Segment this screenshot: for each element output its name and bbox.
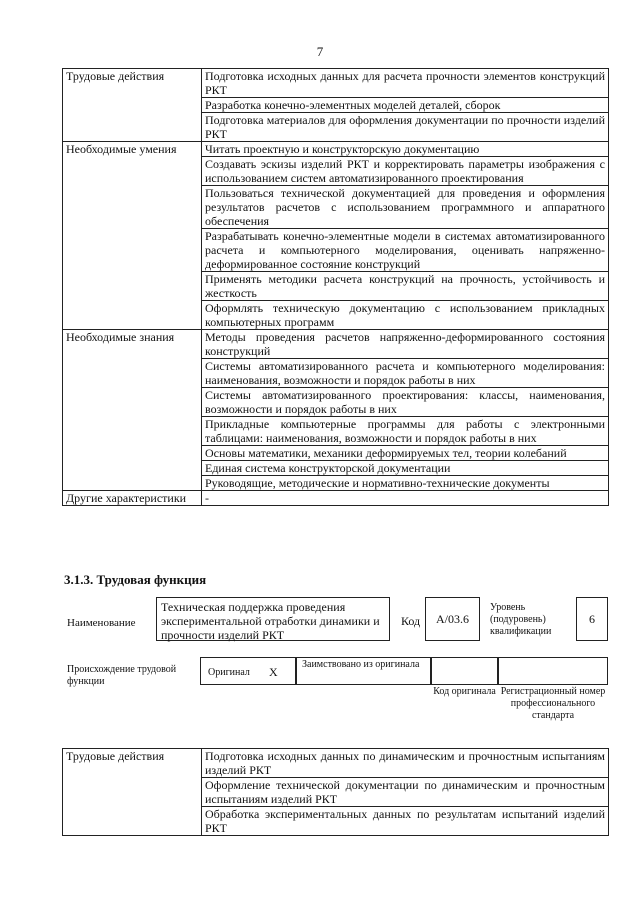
table-cell: Руководящие, методические и нормативно-технические документы xyxy=(202,476,609,491)
group-label: Трудовые действия xyxy=(63,749,202,836)
borrowed-cell xyxy=(296,657,431,685)
table-cell: Основы математики, механики деформируемых тел, теории колебаний xyxy=(202,446,609,461)
registration-number-cell xyxy=(498,657,608,685)
original-cell xyxy=(200,657,296,685)
table-row xyxy=(63,330,609,359)
function-name-box xyxy=(156,597,390,641)
table-cell: Пользоваться технической документацией для проведения и оформления результатов расчетов с использованием программного и аппаратного обеспечения xyxy=(202,186,609,229)
origin-label: Происхождение трудовой функции xyxy=(67,664,177,687)
table-row xyxy=(63,69,609,98)
code-value: А/03.6 xyxy=(436,612,469,626)
table-cell: Методы проведения расчетов напряженно-деформированного состояния конструкций xyxy=(202,330,609,359)
table-cell: Разрабатывать конечно-элементные модели в системах автоматизированного расчета и компьютерного моделирования, оценивать напряженно-деформированное состояние конструкций xyxy=(202,229,609,272)
table-cell: Подготовка исходных данных по динамическим и прочностным испытаниям изделий РКТ xyxy=(202,749,609,778)
table-cell: Обработка экспериментальных данных по результатам испытаний изделий РКТ xyxy=(202,807,609,836)
table-cell: Оформление технической документации по динамическим и прочностным испытаниям изделий РКТ xyxy=(202,778,609,807)
code-caption: Код оригинала xyxy=(433,686,496,697)
group-label: Необходимые знания xyxy=(63,330,202,491)
table-cell: Применять методики расчета конструкций на прочность, устойчивость и жесткость xyxy=(202,272,609,301)
table-cell: - xyxy=(202,491,609,506)
borrowed-label: Заимствовано из оригинала xyxy=(302,659,420,670)
name-label: Наименование xyxy=(67,617,136,629)
registration-caption: Регистрационный номер профессионального стандарта xyxy=(500,686,606,721)
table-cell: Разработка конечно-элементных моделей деталей, сборок xyxy=(202,98,609,113)
table-cell: Прикладные компьютерные программы для работы с электронными таблицами: наименования, возможности и порядок работы в них xyxy=(202,417,609,446)
table-row xyxy=(63,749,609,778)
section-heading: 3.1.3. Трудовая функция xyxy=(64,572,207,587)
table-cell: Системы автоматизированного расчета и компьютерного моделирования: наименования, возможности и порядок работы в них xyxy=(202,359,609,388)
group-label: Другие характеристики xyxy=(63,491,202,506)
group-label: Трудовые действия xyxy=(63,69,202,142)
table-cell: Единая система конструкторской документации xyxy=(202,461,609,476)
table-row xyxy=(63,491,609,506)
level-label: Уровень (подуровень) квалификации xyxy=(490,602,552,637)
page-number: 7 xyxy=(316,44,324,59)
table-cell: Подготовка исходных данных для расчета прочности элементов конструкций РКТ xyxy=(202,69,609,98)
table-cell: Читать проектную и конструкторскую документацию xyxy=(202,142,609,157)
function-name-value: Техническая поддержка проведения экспериментальной отработки динамики и прочности изделий РКТ xyxy=(161,600,380,642)
labor-actions-table xyxy=(62,748,609,836)
original-mark: X xyxy=(269,665,278,679)
original-label: Оригинал xyxy=(208,667,250,678)
code-box xyxy=(425,597,480,641)
level-box xyxy=(576,597,608,641)
table-cell: Оформлять техническую документацию с использованием прикладных компьютерных программ xyxy=(202,301,609,330)
labor-function-table xyxy=(62,68,609,506)
group-label: Необходимые умения xyxy=(63,142,202,330)
table-cell: Создавать эскизы изделий РКТ и корректировать параметры изображения с использованием систем автоматизированного проектирования xyxy=(202,157,609,186)
level-value: 6 xyxy=(589,612,595,626)
code-label: Код xyxy=(401,614,421,628)
table-cell: Системы автоматизированного проектирования: классы, наименования, возможности и порядок работы в них xyxy=(202,388,609,417)
original-code-cell xyxy=(431,657,498,685)
table-cell: Подготовка материалов для оформления документации по прочности изделий РКТ xyxy=(202,113,609,142)
table-row xyxy=(63,142,609,157)
